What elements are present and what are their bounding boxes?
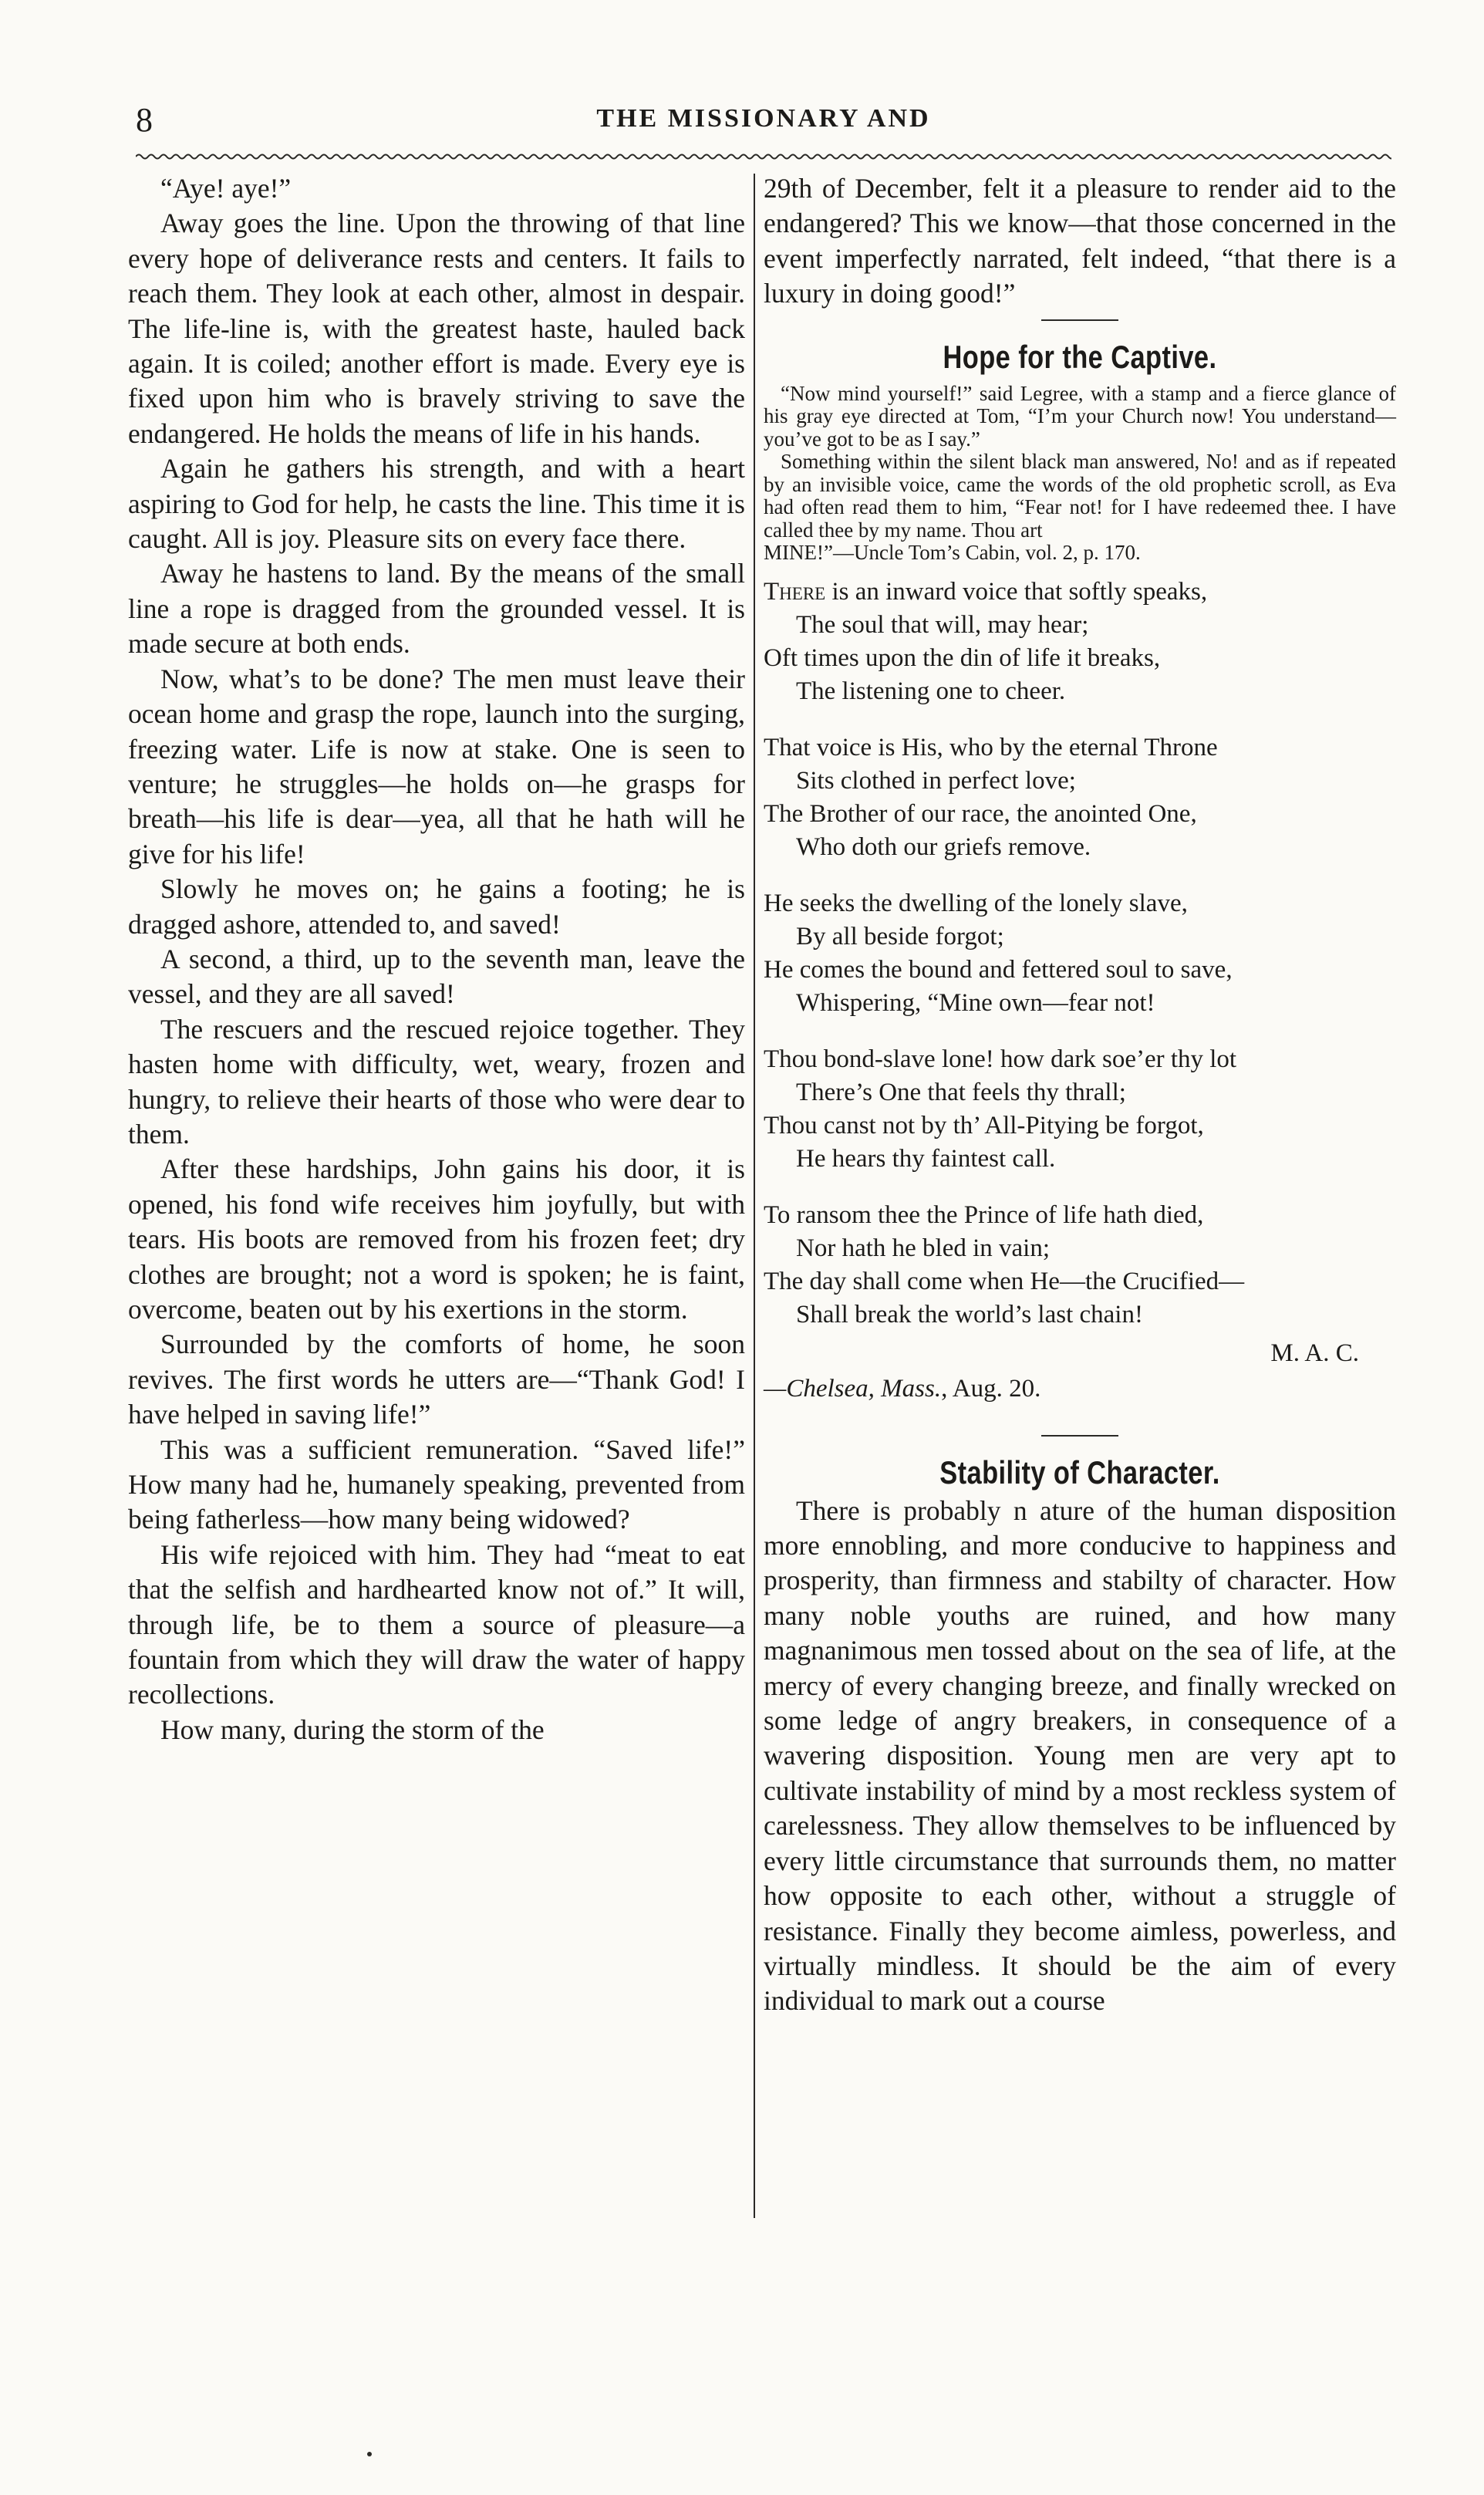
poem-line: There’s One that feels thy thrall; xyxy=(796,1078,1126,1106)
poem-line: The soul that will, may hear; xyxy=(796,610,1089,639)
section-rule xyxy=(1041,319,1118,321)
paragraph: Again he gathers his strength, and with a heart aspiring to God for help, he casts the line. This time it is caught. All is joy. Pleasure sits on every face there. xyxy=(128,453,745,555)
essay-paragraph: There is probably n ature of the human disposition more ennobling, and more conducive to happiness and prosperity, than firmness and stabilty of character. How many noble youths are ruined, and how many magnanimous men tossed about on the sea of life, at the mercy of every changing breeze, and finally wrecked on some ledge of angry breakers, in consequence of a wavering disposition. Young men are very apt to cultivate instability of mind by a most reckless system of carelessness. They allow themselves to be influenced by every little circumstance that surrounds them, no matter how opposite to each other, without a struggle of resistance. Finally they become aimless, powerless, and virtually mindless. It should be the aim of every individual to mark out a course xyxy=(764,1494,1396,2017)
epigraph-paragraph: “Now mind yourself!” said Legree, with a stamp and a fierce glance of his gray eye directed at Tom, “I’m your Church now! You understand—you’ve got to be as I say.” xyxy=(764,381,1396,451)
paragraph: His wife rejoiced with him. They had “meat to eat that the selfish and hardhearted know not of.” It will, through life, be to them a source of pleasure—a fountain from which they will draw the water of happy recollections. xyxy=(128,1538,745,1710)
paragraph: This was a sufficient remuneration. “Saved life!” How many had he, humanely speaking, prevented from being fatherless—how many being widowed? xyxy=(128,1433,745,1535)
stanza xyxy=(764,1043,1396,1176)
ink-speck xyxy=(367,2452,372,2456)
wavy-rule xyxy=(136,151,1391,162)
paragraph: A second, a third, up to the seventh man, leave the vessel, and they are all saved! xyxy=(128,943,745,1010)
page-number: 8 xyxy=(136,101,153,139)
poem-line: The listening one to cheer. xyxy=(796,677,1066,705)
paragraph: “Aye! aye!” xyxy=(160,173,292,204)
dateline-date: , Aug. 20. xyxy=(941,1374,1041,1403)
paragraph: Away he hastens to land. By the means of the small line a rope is dragged from the grounded vessel. It is made secure at both ends. xyxy=(128,558,745,660)
poem-line: To ransom thee the Prince of life hath died, xyxy=(764,1200,1204,1229)
paragraph: How many, during the storm of the xyxy=(160,1713,545,1745)
essay-title: Stability of Character. xyxy=(939,1453,1220,1491)
poem-line: He seeks the dwelling of the lonely slave, xyxy=(764,889,1188,917)
continuation-paragraph: 29th of December, felt it a pleasure to render aid to the endangered? This we know—that those concerned in the event imperfectly narrated, felt indeed, “that there is a luxury in doing good!” xyxy=(764,173,1396,309)
poem-line xyxy=(764,576,1396,609)
poem-line: Shall break the world’s last chain! xyxy=(796,1300,1143,1329)
poem-line: Thou bond-slave lone! how dark soe’er thy lot xyxy=(764,1045,1237,1073)
poem-line: Nor hath he bled in vain; xyxy=(796,1234,1051,1262)
poem-line: The day shall come when He—the Crucified— xyxy=(764,1267,1245,1295)
left-column xyxy=(128,171,745,1747)
poem-line: He hears thy faintest call. xyxy=(796,1144,1056,1173)
paragraph: The rescuers and the rescued rejoice together. They hasten home with difficulty, wet, weary, frozen and hungry, to relieve their hearts of those who were dear to them. xyxy=(128,1013,745,1150)
paragraph: Now, what’s to be done? The men must leave their ocean home and grasp the rope, launch into the surging, freezing water. Life is now at stake. One is seen to venture; he struggles—he holds on—he grasps for breath—his life is dear—yea, all that he hath will he give for his life! xyxy=(128,663,745,869)
column-divider xyxy=(754,174,755,2218)
right-column xyxy=(764,171,1396,2019)
paragraph: Away goes the line. Upon the throwing of that line every hope of deliverance rests and centers. It fails to reach them. They look at each other, almost in despair. The life-line is, with the greatest haste, hauled back again. It is coiled; another effort is made. Every eye is fixed upon him who is bravely striving to save the endangered. He holds the means of life in his hands. xyxy=(128,208,745,449)
poem-line: The Brother of our race, the anointed One, xyxy=(764,799,1197,828)
section-rule xyxy=(1041,1435,1118,1437)
paragraph: After these hardships, John gains his door, it is opened, his fond wife receives him joyfully, but with tears. His boots are removed from his frozen feet; dry clothes are brought; not a word is spoken; he is faint, overcome, beaten out by his exertions in the storm. xyxy=(128,1153,745,1325)
poem xyxy=(764,576,1396,1404)
epigraph-paragraph: Something within the silent black man answered, No! and as if repeated by an invisible voice, came the words of the old prophetic scroll, as Eva had often read them to him, “Fear not! for I have redeemed thee. I have called thee by my name. Thou art xyxy=(764,450,1396,542)
poem-line: Whispering, “Mine own—fear not! xyxy=(796,988,1155,1017)
page-header xyxy=(136,100,1391,143)
poem-line: He comes the bound and fettered soul to save, xyxy=(764,955,1233,984)
stanza xyxy=(764,731,1396,864)
poem-line: Thou canst not by th’ All-Pitying be forgot, xyxy=(764,1111,1204,1139)
epigraph-citation: MINE!”—Uncle Tom’s Cabin, vol. 2, p. 170. xyxy=(764,541,1141,565)
stanza xyxy=(764,576,1396,708)
poem-line: Oft times upon the din of life it breaks, xyxy=(764,643,1161,672)
stanza xyxy=(764,1199,1396,1332)
poem-line: Who doth our griefs remove. xyxy=(796,832,1091,861)
stanza xyxy=(764,887,1396,1020)
poem-signature: M. A. C. xyxy=(1270,1339,1359,1367)
poem-first-word: There xyxy=(764,577,826,606)
poem-line-text: is an inward voice that softly speaks, xyxy=(825,577,1208,606)
poem-dateline xyxy=(764,1373,1396,1404)
paragraph: Surrounded by the comforts of home, he soon revives. The first words he utters are—“Thank God! I have helped in saving life!” xyxy=(128,1329,745,1430)
poem-title: Hope for the Captive. xyxy=(943,338,1217,375)
epigraph xyxy=(764,383,1396,565)
poem-line: By all beside forgot; xyxy=(796,922,1004,950)
running-title: THE MISSIONARY AND xyxy=(596,104,931,133)
paragraph: Slowly he moves on; he gains a footing; he is dragged ashore, attended to, and saved! xyxy=(128,873,745,940)
poem-line: That voice is His, who by the eternal Throne xyxy=(764,733,1218,761)
poem-line: Sits clothed in perfect love; xyxy=(796,766,1076,795)
dateline-place: —Chelsea, Mass. xyxy=(764,1374,942,1403)
